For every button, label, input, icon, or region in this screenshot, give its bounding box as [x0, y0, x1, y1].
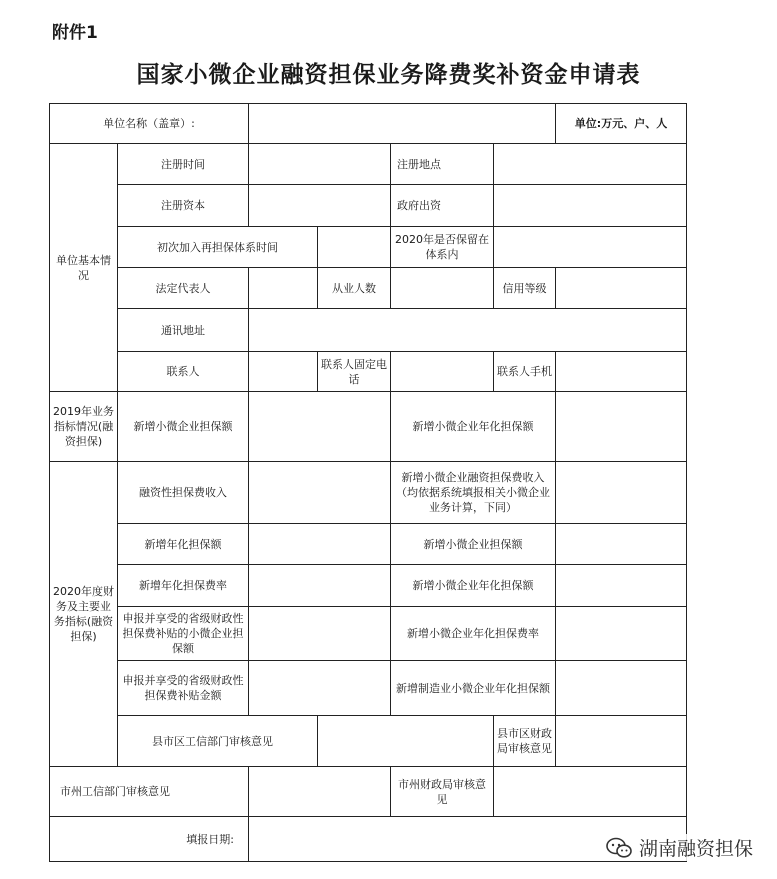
watermark-text: 湖南融资担保 [638, 838, 753, 860]
new-small-annual-2020-input[interactable] [556, 565, 687, 607]
subsidy-amount-label: 申报并享受的省级财政性担保费补贴的小微企业担保额 [118, 607, 249, 661]
attachment-label: 附件1 [52, 23, 98, 43]
contact-phone-input[interactable] [391, 352, 494, 392]
county-it-review-label: 县市区工信部门审核意见 [118, 716, 318, 767]
section-2020-label: 2020年度财务及主要业务指标(融资担保) [50, 462, 118, 767]
small-fee-income-input[interactable] [556, 462, 687, 524]
watermark [603, 834, 755, 861]
address-input[interactable] [249, 309, 687, 352]
basic-info-section-label: 单位基本情况 [50, 144, 118, 392]
new-small-guarantee-2019-label: 新增小微企业担保额 [118, 392, 249, 462]
reg-time-label: 注册时间 [118, 144, 249, 185]
new-annual-label: 新增年化担保额 [118, 524, 249, 565]
credit-label: 信用等级 [494, 268, 556, 309]
contact-phone-label: 联系人固定电话 [318, 352, 391, 392]
address-label: 通讯地址 [118, 309, 249, 352]
county-finance-review-label: 县市区财政局审核意见 [494, 716, 556, 767]
new-small-2020-label: 新增小微企业担保额 [391, 524, 556, 565]
county-finance-review-input[interactable] [556, 716, 687, 767]
city-finance-review-input[interactable] [494, 767, 687, 817]
contact-mobile-label: 联系人手机 [494, 352, 556, 392]
credit-input[interactable] [556, 268, 687, 309]
new-small-annual-2020-label: 新增小微企业年化担保额 [391, 565, 556, 607]
county-it-review-input[interactable] [318, 716, 494, 767]
form-title: 国家小微企业融资担保业务降费奖补资金申请表 [136, 62, 641, 88]
reg-place-label: 注册地点 [391, 144, 494, 185]
new-small-annual-2019-input[interactable] [556, 392, 687, 462]
city-it-review-label: 市州工信部门审核意见 [50, 767, 249, 817]
application-form-table [49, 103, 687, 862]
date-label: 填报日期: [50, 817, 249, 862]
unit-name-input[interactable] [249, 104, 556, 144]
legal-rep-label: 法定代表人 [118, 268, 249, 309]
reg-place-input[interactable] [494, 144, 687, 185]
contact-mobile-input[interactable] [556, 352, 687, 392]
wechat-icon [605, 837, 633, 859]
mfg-annual-label: 新增制造业小微企业年化担保额 [391, 661, 556, 716]
subsidy-money-input[interactable] [249, 661, 391, 716]
employees-input[interactable] [391, 268, 494, 309]
city-it-review-input[interactable] [249, 767, 391, 817]
new-annual-input[interactable] [249, 524, 391, 565]
legal-rep-input[interactable] [249, 268, 318, 309]
subsidy-money-label: 申报并享受的省级财政性担保费补贴金额 [118, 661, 249, 716]
new-small-annual-2019-label: 新增小微企业年化担保额 [391, 392, 556, 462]
section-2019-label: 2019年业务指标情况(融资担保) [50, 392, 118, 462]
unit-of-measure-label: 单位:万元、户、人 [556, 104, 687, 144]
small-annual-rate-label: 新增小微企业年化担保费率 [391, 607, 556, 661]
new-annual-rate-input[interactable] [249, 565, 391, 607]
contact-input[interactable] [249, 352, 318, 392]
first-join-label: 初次加入再担保体系时间 [118, 227, 318, 268]
employees-label: 从业人数 [318, 268, 391, 309]
in-system-input[interactable] [494, 227, 687, 268]
fee-income-label: 融资性担保费收入 [118, 462, 249, 524]
unit-name-label: 单位名称（盖章）: [50, 104, 249, 144]
new-small-2020-input[interactable] [556, 524, 687, 565]
first-join-input[interactable] [318, 227, 391, 268]
mfg-annual-input[interactable] [556, 661, 687, 716]
contact-label: 联系人 [118, 352, 249, 392]
reg-capital-input[interactable] [249, 185, 391, 227]
city-finance-review-label: 市州财政局审核意见 [391, 767, 494, 817]
fee-income-input[interactable] [249, 462, 391, 524]
reg-capital-label: 注册资本 [118, 185, 249, 227]
new-annual-rate-label: 新增年化担保费率 [118, 565, 249, 607]
in-system-label: 2020年是否保留在体系内 [391, 227, 494, 268]
gov-capital-label: 政府出资 [391, 185, 494, 227]
new-small-guarantee-2019-input[interactable] [249, 392, 391, 462]
subsidy-amount-input[interactable] [249, 607, 391, 661]
small-fee-income-label: 新增小微企业融资担保费收入（均依据系统填报相关小微企业业务计算，下同） [391, 462, 556, 524]
small-annual-rate-input[interactable] [556, 607, 687, 661]
gov-capital-input[interactable] [494, 185, 687, 227]
reg-time-input[interactable] [249, 144, 391, 185]
